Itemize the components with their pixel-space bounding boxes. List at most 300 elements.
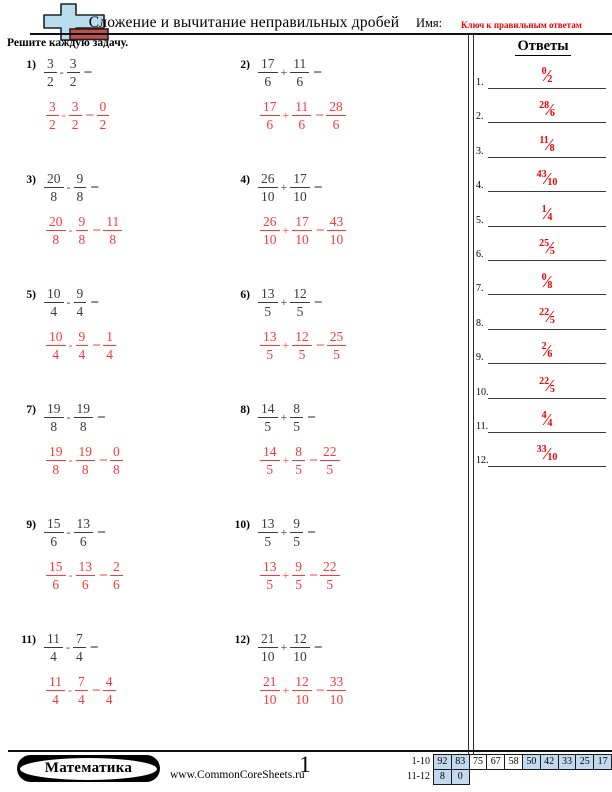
fraction-2-numerator: 9 bbox=[76, 329, 89, 346]
problem-number: 2) bbox=[240, 59, 250, 71]
fraction-slash: ⁄ bbox=[548, 306, 551, 326]
answer-fraction bbox=[488, 169, 606, 189]
answer-row-2 bbox=[476, 94, 608, 123]
fraction-2 bbox=[290, 401, 303, 433]
fraction-slash: ⁄ bbox=[545, 169, 549, 189]
fraction-1-numerator: 13 bbox=[260, 559, 280, 576]
grade-table-row-1 bbox=[380, 754, 612, 770]
fraction-1-denominator: 5 bbox=[264, 534, 272, 549]
answer-numerator: 4 bbox=[541, 410, 547, 421]
equals-dash: – bbox=[308, 524, 316, 539]
problem-number: 8) bbox=[240, 404, 250, 416]
answer-denominator: 10 bbox=[547, 177, 558, 189]
result-fraction bbox=[97, 99, 110, 131]
answer-denominator: 5 bbox=[549, 246, 555, 257]
result-fraction-denominator: 5 bbox=[333, 347, 340, 362]
grade-cell: 67 bbox=[486, 754, 505, 770]
problem-10 bbox=[232, 516, 341, 591]
problem-body bbox=[257, 171, 347, 246]
fraction-2-numerator: 9 bbox=[290, 516, 303, 533]
answers-divider-line bbox=[473, 35, 474, 754]
fraction-2-denominator: 2 bbox=[71, 117, 79, 132]
result-fraction bbox=[320, 444, 340, 476]
answer-number: 8. bbox=[476, 317, 484, 329]
result-fraction bbox=[103, 329, 116, 361]
fraction-2-denominator: 6 bbox=[296, 74, 304, 89]
answer-denominator: 5 bbox=[549, 314, 555, 326]
answer-numerator: 11 bbox=[539, 134, 549, 146]
fraction-2-denominator: 6 bbox=[81, 577, 89, 592]
fraction-1-numerator: 15 bbox=[46, 559, 66, 576]
answer-denominator: 6 bbox=[549, 108, 555, 120]
solution-line bbox=[45, 99, 110, 131]
answer-denominator: 6 bbox=[547, 349, 553, 361]
answer-numerator: 22 bbox=[539, 375, 550, 387]
solution-line bbox=[45, 444, 124, 476]
result-fraction-numerator: 28 bbox=[326, 99, 346, 116]
expression-line bbox=[43, 171, 123, 203]
problem-number: 3) bbox=[26, 174, 36, 186]
operator: + bbox=[280, 180, 288, 194]
fraction-2-denominator: 10 bbox=[295, 692, 309, 707]
fraction-2-denominator: 4 bbox=[78, 692, 85, 707]
result-fraction-numerator: 43 bbox=[327, 214, 347, 231]
fraction-1-numerator: 21 bbox=[260, 674, 280, 691]
problem-12 bbox=[232, 631, 347, 706]
fraction-1-numerator: 19 bbox=[46, 444, 66, 461]
fraction-1 bbox=[44, 631, 63, 663]
grade-cell: 33 bbox=[558, 754, 577, 770]
fraction-1-denominator: 5 bbox=[264, 304, 272, 319]
solution-line bbox=[45, 559, 124, 591]
answer-number: 11. bbox=[476, 421, 489, 432]
answer-numerator: 28 bbox=[539, 100, 550, 112]
fraction-slash: ⁄ bbox=[545, 444, 549, 464]
answer-row-5 bbox=[476, 198, 608, 227]
equals-dash: – bbox=[100, 567, 107, 582]
result-fraction-numerator: 33 bbox=[327, 674, 347, 691]
answer-number: 4. bbox=[476, 180, 484, 192]
fraction-2-numerator: 12 bbox=[292, 674, 312, 691]
fraction-2 bbox=[76, 329, 89, 361]
problem-number: 11) bbox=[21, 634, 36, 646]
fraction-2 bbox=[74, 516, 94, 548]
grade-cell: 50 bbox=[522, 754, 541, 770]
fraction-2-denominator: 4 bbox=[78, 347, 86, 362]
problem-9 bbox=[18, 516, 124, 591]
fraction-2 bbox=[67, 56, 80, 88]
solution-line bbox=[259, 559, 341, 591]
equals-dash: – bbox=[92, 682, 100, 697]
answer-fraction bbox=[488, 376, 606, 396]
result-fraction-numerator: 22 bbox=[320, 444, 340, 461]
answer-number: 12. bbox=[476, 455, 489, 467]
equals-dash: – bbox=[86, 107, 94, 122]
answer-number: 9. bbox=[476, 352, 484, 364]
fraction-2-numerator: 13 bbox=[74, 516, 94, 533]
answer-row-7 bbox=[476, 266, 608, 295]
header-rule bbox=[30, 33, 612, 35]
fraction-1-numerator: 13 bbox=[258, 286, 278, 303]
result-fraction-denominator: 5 bbox=[326, 462, 334, 477]
fraction-slash: ⁄ bbox=[548, 375, 551, 395]
fraction-slash: ⁄ bbox=[547, 134, 551, 154]
fraction-1-numerator: 10 bbox=[44, 286, 64, 303]
equals-dash: – bbox=[316, 222, 324, 237]
fraction-2 bbox=[74, 286, 87, 318]
fraction-2 bbox=[290, 171, 310, 203]
fraction-2-numerator: 17 bbox=[290, 171, 310, 188]
fraction-1-denominator: 10 bbox=[261, 649, 275, 664]
answer-blank-line bbox=[488, 260, 606, 261]
fraction-1 bbox=[260, 99, 280, 131]
fraction-1-numerator: 20 bbox=[46, 214, 66, 231]
result-fraction bbox=[326, 99, 346, 131]
answer-number: 10. bbox=[476, 386, 489, 398]
fraction-1 bbox=[44, 516, 64, 548]
problem-body bbox=[257, 286, 347, 361]
answer-row-4 bbox=[476, 163, 608, 192]
equals-dash: – bbox=[314, 179, 322, 194]
fraction-1 bbox=[260, 674, 280, 706]
problem-7 bbox=[18, 401, 124, 476]
operator: - bbox=[66, 410, 71, 424]
operator: - bbox=[66, 180, 71, 194]
expression-line bbox=[257, 171, 347, 203]
grade-table-row-2 bbox=[380, 769, 612, 785]
fraction-1 bbox=[46, 559, 66, 591]
fraction-1-numerator: 17 bbox=[260, 99, 280, 116]
fraction-2-numerator: 19 bbox=[74, 401, 94, 418]
answer-number: 1. bbox=[476, 77, 484, 88]
fraction-1-numerator: 3 bbox=[44, 56, 57, 73]
problem-1 bbox=[18, 56, 110, 131]
fraction-2-numerator: 12 bbox=[290, 286, 310, 303]
equals-dash: – bbox=[310, 567, 318, 582]
fraction-1 bbox=[260, 214, 280, 246]
result-fraction-numerator: 0 bbox=[97, 99, 110, 116]
result-fraction bbox=[110, 559, 123, 591]
fraction-1 bbox=[258, 631, 278, 663]
equals-dash: – bbox=[90, 639, 98, 654]
fraction-1-numerator: 14 bbox=[260, 444, 280, 461]
result-fraction-numerator: 2 bbox=[110, 559, 123, 576]
fraction-2-numerator: 12 bbox=[292, 329, 312, 346]
grade-cell: 17 bbox=[593, 754, 612, 770]
fraction-slash: ⁄ bbox=[545, 410, 549, 429]
fraction-2-denominator: 6 bbox=[298, 117, 306, 132]
website-url: www.CommonCoreSheets.ru bbox=[170, 769, 305, 781]
fraction-1-denominator: 6 bbox=[52, 577, 60, 592]
equals-dash: – bbox=[100, 452, 107, 467]
fraction-2 bbox=[290, 631, 310, 663]
fraction-2-denominator: 2 bbox=[69, 74, 77, 89]
result-fraction-denominator: 10 bbox=[329, 692, 344, 707]
fraction-2 bbox=[76, 214, 89, 246]
equals-dash: – bbox=[310, 452, 318, 467]
expression-line bbox=[257, 516, 341, 548]
problem-number: 1) bbox=[26, 59, 36, 71]
result-fraction bbox=[327, 329, 347, 361]
answer-fraction bbox=[488, 100, 606, 120]
answer-row-9 bbox=[476, 335, 608, 364]
fraction-1-denominator: 2 bbox=[47, 74, 54, 89]
fraction-2 bbox=[292, 214, 312, 246]
answer-denominator: 5 bbox=[549, 383, 555, 395]
operator: + bbox=[282, 453, 290, 467]
solution-line bbox=[259, 99, 347, 131]
operator: + bbox=[282, 683, 290, 697]
result-fraction-numerator: 4 bbox=[103, 674, 116, 691]
result-fraction-numerator: 11 bbox=[103, 214, 122, 231]
answer-numerator: 2 bbox=[541, 341, 547, 353]
fraction-2-denominator: 5 bbox=[296, 304, 304, 319]
grading-table bbox=[380, 754, 612, 785]
problem-body bbox=[43, 286, 117, 361]
result-fraction-denominator: 8 bbox=[109, 232, 117, 247]
answer-fraction bbox=[488, 66, 606, 86]
answer-numerator: 25 bbox=[539, 238, 550, 249]
fraction-1-denominator: 10 bbox=[263, 692, 277, 707]
operator: + bbox=[282, 223, 290, 237]
page-number: 1 bbox=[299, 752, 311, 777]
solution-line bbox=[259, 674, 347, 706]
problem-body bbox=[43, 516, 124, 591]
fraction-2-denominator: 5 bbox=[293, 534, 301, 549]
fraction-1 bbox=[44, 401, 64, 433]
fraction-2 bbox=[290, 56, 309, 88]
problem-number: 5) bbox=[26, 289, 36, 301]
result-fraction-denominator: 4 bbox=[105, 692, 113, 707]
fraction-1-numerator: 26 bbox=[260, 214, 280, 231]
fraction-1-numerator: 20 bbox=[44, 171, 64, 188]
fraction-1-numerator: 13 bbox=[260, 329, 280, 346]
fraction-1-denominator: 5 bbox=[266, 577, 274, 592]
grade-cell: 58 bbox=[504, 754, 523, 770]
result-fraction-denominator: 4 bbox=[106, 347, 113, 362]
equals-dash: – bbox=[308, 409, 316, 424]
grade-cell: 75 bbox=[469, 754, 488, 770]
problem-body bbox=[43, 631, 117, 706]
fraction-2-denominator: 8 bbox=[76, 189, 84, 204]
fraction-2-denominator: 10 bbox=[293, 189, 307, 204]
fraction-2 bbox=[290, 286, 310, 318]
operator: - bbox=[66, 640, 70, 654]
fraction-1-numerator: 26 bbox=[258, 171, 278, 188]
fraction-2 bbox=[292, 559, 305, 591]
solution-line bbox=[259, 214, 347, 246]
answer-blank-line bbox=[488, 466, 606, 467]
fraction-slash: ⁄ bbox=[548, 100, 551, 120]
fraction-1 bbox=[258, 286, 278, 318]
fraction-1-denominator: 4 bbox=[50, 304, 58, 319]
fraction-1-numerator: 11 bbox=[46, 674, 65, 691]
answer-blank-line bbox=[488, 122, 606, 123]
answer-row-1 bbox=[476, 60, 608, 89]
fraction-1 bbox=[46, 214, 66, 246]
fraction-1-numerator: 19 bbox=[44, 401, 64, 418]
fraction-1-numerator: 21 bbox=[258, 631, 278, 648]
result-fraction bbox=[327, 214, 347, 246]
fraction-1-denominator: 4 bbox=[52, 347, 60, 362]
answer-fraction bbox=[488, 135, 606, 155]
name-label: Имя: bbox=[416, 16, 443, 30]
fraction-1-denominator: 8 bbox=[52, 462, 60, 477]
answer-row-10 bbox=[476, 370, 608, 399]
expression-line bbox=[257, 56, 347, 88]
answer-numerator: 0 bbox=[541, 66, 547, 77]
fraction-1 bbox=[258, 171, 278, 203]
fraction-2-numerator: 7 bbox=[75, 674, 88, 691]
fraction-1-numerator: 3 bbox=[46, 99, 59, 116]
answer-row-8 bbox=[476, 301, 608, 330]
problem-2 bbox=[232, 56, 347, 131]
fraction-1-denominator: 2 bbox=[49, 117, 56, 132]
expression-line bbox=[43, 516, 124, 548]
answer-blank-line bbox=[488, 398, 606, 399]
result-fraction bbox=[320, 559, 340, 591]
fraction-1-denominator: 8 bbox=[52, 232, 60, 247]
answer-blank-line bbox=[488, 157, 606, 158]
instruction-text: Решите каждую задачу. bbox=[7, 37, 129, 49]
problem-6 bbox=[232, 286, 347, 361]
fraction-2 bbox=[74, 401, 94, 433]
fraction-2-denominator: 10 bbox=[295, 232, 309, 247]
fraction-2-denominator: 8 bbox=[79, 419, 87, 434]
fraction-2-numerator: 8 bbox=[290, 401, 303, 418]
result-fraction bbox=[103, 214, 122, 246]
equals-dash: – bbox=[93, 222, 101, 237]
solution-line bbox=[45, 214, 123, 246]
expression-line bbox=[43, 56, 110, 88]
expression-line bbox=[43, 631, 117, 663]
fraction-2-denominator: 5 bbox=[298, 347, 306, 362]
grade-cell: 83 bbox=[451, 754, 470, 770]
fraction-1 bbox=[46, 329, 66, 361]
answer-fraction bbox=[488, 341, 606, 361]
answer-fraction bbox=[488, 410, 606, 430]
expression-line bbox=[43, 286, 117, 318]
fraction-2-numerator: 12 bbox=[290, 631, 310, 648]
fraction-2 bbox=[292, 674, 312, 706]
fraction-2 bbox=[292, 444, 305, 476]
equals-dash: – bbox=[93, 337, 101, 352]
result-fraction-denominator: 10 bbox=[329, 232, 344, 247]
operator: + bbox=[282, 568, 290, 582]
answer-blank-line bbox=[488, 191, 606, 192]
operator: + bbox=[280, 640, 288, 654]
fraction-2-numerator: 13 bbox=[76, 559, 96, 576]
problem-11 bbox=[18, 631, 117, 706]
result-fraction bbox=[110, 444, 123, 476]
answers-title: Ответы bbox=[517, 38, 569, 54]
equals-dash: – bbox=[91, 179, 99, 194]
answer-row-12 bbox=[476, 438, 608, 467]
fraction-2-numerator: 3 bbox=[69, 99, 82, 116]
result-fraction-numerator: 25 bbox=[327, 329, 347, 346]
fraction-2-numerator: 3 bbox=[67, 56, 80, 73]
solution-line bbox=[45, 674, 117, 706]
answer-numerator: 33 bbox=[536, 444, 547, 456]
operator: - bbox=[66, 295, 71, 309]
grade-range-label: 1-10 bbox=[411, 756, 430, 767]
answer-numerator: 43 bbox=[536, 169, 547, 181]
operator: - bbox=[68, 223, 73, 237]
grade-cell: 25 bbox=[575, 754, 594, 770]
problem-body bbox=[43, 171, 123, 246]
equals-dash: – bbox=[91, 294, 99, 309]
fraction-1-denominator: 6 bbox=[264, 74, 272, 89]
fraction-1-numerator: 11 bbox=[44, 631, 63, 648]
fraction-1 bbox=[258, 516, 278, 548]
answer-denominator: 2 bbox=[547, 74, 553, 85]
fraction-1 bbox=[260, 444, 280, 476]
answers-divider-line bbox=[468, 35, 469, 754]
problem-body bbox=[257, 56, 347, 131]
result-fraction-denominator: 8 bbox=[113, 462, 120, 477]
answer-number: 5. bbox=[476, 214, 484, 226]
answer-numerator: 1 bbox=[541, 203, 547, 215]
fraction-1-denominator: 5 bbox=[264, 419, 272, 434]
fraction-2 bbox=[76, 559, 96, 591]
answer-blank-line bbox=[488, 294, 606, 295]
answer-row-11 bbox=[476, 404, 608, 433]
operator: - bbox=[66, 525, 71, 539]
answer-numerator: 0 bbox=[541, 272, 547, 284]
fraction-2-denominator: 5 bbox=[293, 419, 301, 434]
fraction-1 bbox=[44, 56, 57, 88]
fraction-2-numerator: 9 bbox=[292, 559, 305, 576]
result-fraction-denominator: 6 bbox=[332, 117, 340, 132]
answer-number: 6. bbox=[476, 249, 484, 260]
fraction-1-denominator: 6 bbox=[266, 117, 274, 132]
fraction-2-denominator: 4 bbox=[76, 304, 84, 319]
equals-dash: – bbox=[314, 294, 322, 309]
fraction-1-numerator: 10 bbox=[46, 329, 66, 346]
answer-blank-line bbox=[488, 88, 606, 89]
answer-fraction bbox=[488, 444, 606, 464]
operator: - bbox=[68, 683, 72, 697]
problem-number: 9) bbox=[26, 519, 36, 531]
grade-cell: 8 bbox=[433, 769, 452, 785]
answer-fraction bbox=[488, 272, 606, 292]
problem-body bbox=[257, 401, 341, 476]
problem-number: 7) bbox=[26, 404, 36, 416]
fraction-1 bbox=[44, 286, 64, 318]
operator: - bbox=[68, 568, 73, 582]
fraction-1 bbox=[260, 329, 280, 361]
problem-number: 10) bbox=[234, 519, 250, 531]
fraction-1 bbox=[260, 559, 280, 591]
fraction-slash: ⁄ bbox=[545, 272, 549, 292]
fraction-2 bbox=[75, 674, 88, 706]
grade-range-label: 11-12 bbox=[407, 771, 430, 782]
expression-line bbox=[257, 401, 341, 433]
answer-row-6 bbox=[476, 232, 608, 261]
fraction-2-numerator: 9 bbox=[74, 286, 87, 303]
grade-cell: 42 bbox=[540, 754, 559, 770]
brand-oval bbox=[20, 758, 157, 780]
answer-blank-line bbox=[488, 432, 606, 433]
result-fraction bbox=[103, 674, 116, 706]
fraction-1-denominator: 8 bbox=[50, 189, 58, 204]
fraction-1 bbox=[258, 401, 278, 433]
problem-5 bbox=[18, 286, 117, 361]
operator: + bbox=[282, 108, 290, 122]
answer-denominator: 10 bbox=[547, 452, 558, 464]
fraction-1-numerator: 14 bbox=[258, 401, 278, 418]
result-fraction-numerator: 1 bbox=[103, 329, 116, 346]
